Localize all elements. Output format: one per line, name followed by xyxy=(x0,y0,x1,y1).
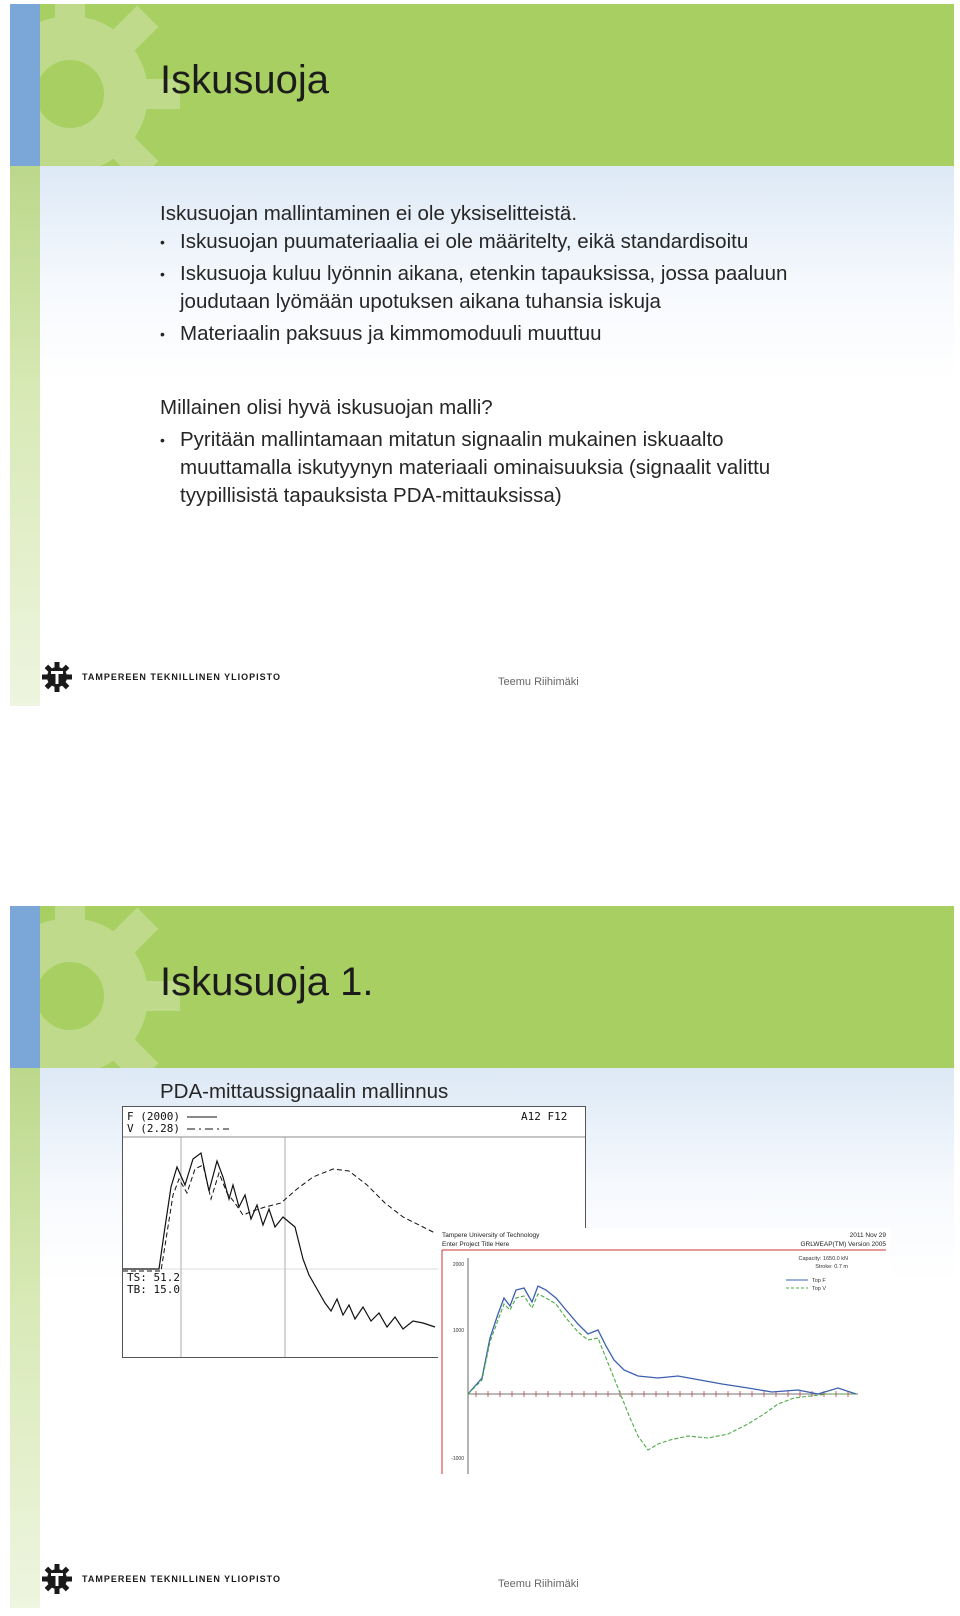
slide-title: Iskusuoja 1. xyxy=(160,960,374,1004)
grl-y-tick: 1000 xyxy=(452,1328,464,1334)
grl-header-right-1: 2011 Nov 29 xyxy=(849,1232,886,1239)
slide-2 xyxy=(10,906,954,1608)
slide-body-a xyxy=(160,200,860,348)
slide-body-b xyxy=(160,394,820,510)
pda-velocity-curve xyxy=(123,1165,435,1271)
university-logo xyxy=(42,1564,281,1594)
pda-channel-label: A12 F12 xyxy=(521,1110,568,1123)
question-text: Millainen olisi hyvä iskusuojan malli? xyxy=(160,396,493,419)
bullet-text: Iskusuoja kuluu lyönnin aikana, etenkin tapauksissa, jossa paaluun joudutaan lyömään upotuksen aikana tuhansia iskuja xyxy=(180,262,788,313)
logo-text: TAMPEREEN TEKNILLINEN YLIOPISTO xyxy=(82,1574,282,1584)
pda-legend-f: F (2000) xyxy=(127,1110,180,1123)
bullet-icon: • xyxy=(160,432,165,448)
pda-ts-label: TS: 51.2 xyxy=(127,1271,180,1284)
university-logo xyxy=(42,662,281,692)
grl-legend-v: Top V xyxy=(812,1286,827,1292)
bullet-item xyxy=(160,422,820,510)
footer-author: Teemu Riihimäki xyxy=(498,1578,579,1590)
left-strip xyxy=(10,906,40,1608)
slide-title: Iskusuoja xyxy=(160,58,329,102)
bullet-item xyxy=(160,228,860,256)
bullet-text: Iskusuojan puumateriaalia ei ole määritelty, eikä standardisoitu xyxy=(180,230,749,253)
bullet-item xyxy=(160,256,860,316)
left-strip xyxy=(10,4,40,706)
tut-gear-logo-icon xyxy=(42,662,72,692)
bullet-icon: • xyxy=(160,234,165,250)
grl-legend-f: Top F xyxy=(812,1278,826,1284)
logo-text: TAMPEREEN TEKNILLINEN YLIOPISTO xyxy=(82,672,282,682)
grl-top-force-curve xyxy=(468,1286,856,1394)
grl-top-velocity-curve xyxy=(468,1294,856,1450)
bullet-text: Materiaalin paksuus ja kimmomoduuli muuttuu xyxy=(180,322,602,345)
grlweap-figure xyxy=(438,1228,890,1478)
slide-subtitle: PDA-mittaussignaalin mallinnus xyxy=(160,1080,449,1103)
bullet-icon: • xyxy=(160,266,165,282)
pda-force-curve xyxy=(123,1153,435,1329)
bullet-item xyxy=(160,316,860,348)
left-strip-blue xyxy=(10,4,40,166)
grl-y-tick: 2000 xyxy=(452,1262,464,1268)
tut-gear-logo-icon xyxy=(42,1564,72,1594)
left-strip-blue xyxy=(10,906,40,1068)
left-strip-green xyxy=(10,166,40,706)
grl-y-tick: -1000 xyxy=(451,1456,464,1462)
pda-tb-label: TB: 15.0 xyxy=(127,1283,180,1296)
grl-capacity: Capacity: 1650.0 kN xyxy=(798,1256,848,1262)
bullet-text: Pyritään mallintamaan mitatun signaalin mukainen iskuaalto muuttamalla iskutyynyn materiaali ominaisuuksia (signaalit valittu tyypillisistä tapauksista PDA-mittauksissa) xyxy=(180,428,771,507)
left-strip-green xyxy=(10,1068,40,1608)
intro-text: Iskusuojan mallintaminen ei ole yksiselitteistä. xyxy=(160,202,578,225)
footer-author: Teemu Riihimäki xyxy=(498,676,579,688)
grlweap-plot xyxy=(438,1228,890,1478)
bullet-icon: • xyxy=(160,326,165,342)
slide-1 xyxy=(10,4,954,706)
grl-header-right-2: GRLWEAP(TM) Version 2005 xyxy=(800,1241,886,1248)
pda-legend-v: V (2.28) xyxy=(127,1122,180,1135)
grl-header-left-2: Enter Project Title Here xyxy=(442,1241,510,1248)
grl-stroke: Stroke: 0.7 m xyxy=(815,1264,848,1270)
grl-header-left-1: Tampere University of Technology xyxy=(442,1232,540,1239)
